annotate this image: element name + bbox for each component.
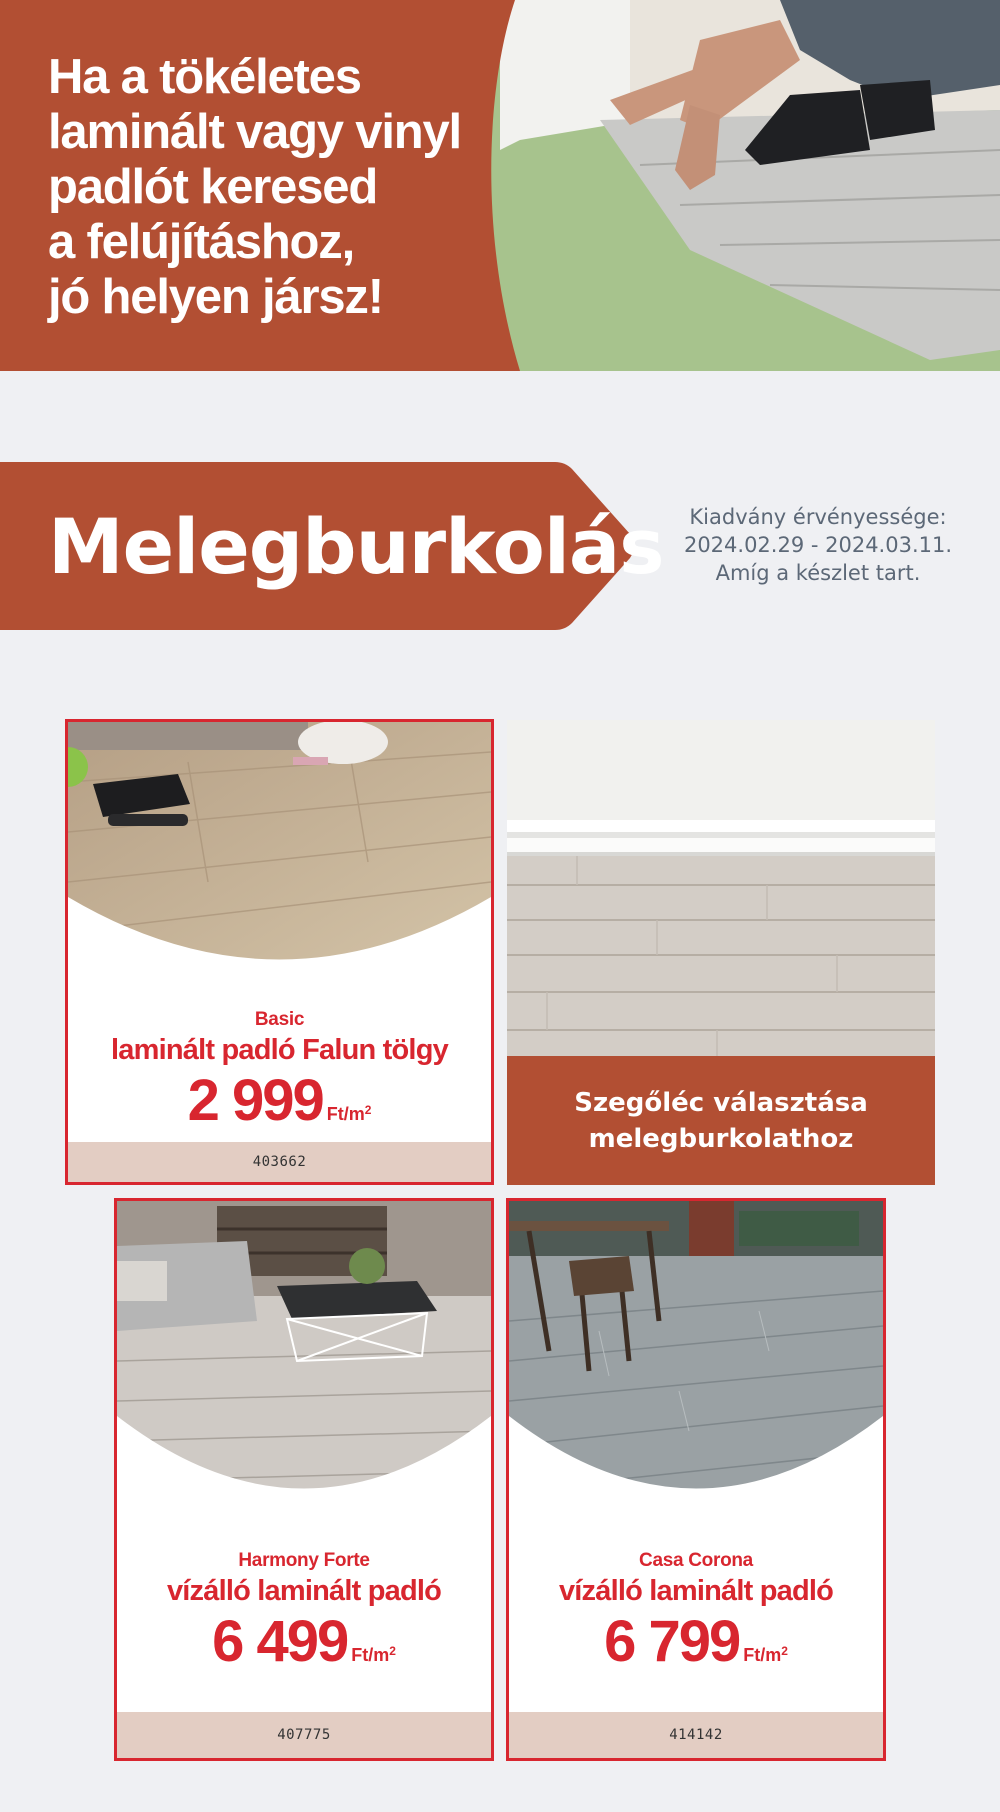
product-text xyxy=(117,1549,491,1674)
product-name: laminált padló Falun tölgy xyxy=(111,1034,448,1066)
product-photo xyxy=(117,1201,491,1521)
skirting-board-tile[interactable] xyxy=(507,720,935,1185)
hero-line: laminált vagy vinyl xyxy=(48,105,461,159)
price-unit xyxy=(351,1641,396,1665)
validity-note: Amíg a készlet tart. xyxy=(715,561,921,585)
hero-line: jó helyen jársz! xyxy=(48,270,383,324)
skirting-label-line: Szegőléc választása xyxy=(574,1087,868,1118)
price-unit xyxy=(327,1100,372,1124)
unit-exponent: 2 xyxy=(364,1103,372,1117)
hero-line: Ha a tökéletes xyxy=(48,50,361,104)
validity-info xyxy=(668,503,968,587)
product-photo xyxy=(68,722,491,972)
unit-text: Ft/m xyxy=(743,1645,782,1665)
product-code: 407775 xyxy=(117,1712,491,1758)
product-brand: Basic xyxy=(254,1009,305,1030)
product-code: 403662 xyxy=(68,1142,491,1182)
skirting-label-line: melegburkolathoz xyxy=(588,1123,854,1154)
product-card-casa-corona[interactable] xyxy=(506,1198,886,1761)
validity-dates: 2024.02.29 - 2024.03.11. xyxy=(683,533,953,557)
validity-label: Kiadvány érvényessége: xyxy=(689,505,947,529)
section-title: Melegburkolás xyxy=(48,502,664,591)
unit-text: Ft/m xyxy=(351,1645,390,1665)
product-brand: Casa Corona xyxy=(639,1550,753,1571)
product-name: vízálló laminált padló xyxy=(558,1575,834,1607)
product-name: vízálló laminált padló xyxy=(166,1575,442,1607)
price-row xyxy=(509,1609,883,1674)
product-text xyxy=(509,1549,883,1674)
skirting-label xyxy=(507,1056,935,1185)
unit-exponent: 2 xyxy=(389,1644,396,1658)
product-photo xyxy=(509,1201,883,1521)
hero-banner xyxy=(0,0,1000,371)
price-row xyxy=(68,1068,491,1133)
product-price: 6 499 xyxy=(212,1609,348,1674)
product-brand: Harmony Forte xyxy=(238,1550,370,1571)
unit-exponent: 2 xyxy=(781,1644,788,1658)
skirting-photo xyxy=(507,720,935,1056)
section-banner xyxy=(0,462,664,630)
hero-headline xyxy=(48,50,488,325)
hero-line: a felújításhoz, xyxy=(48,215,355,269)
price-unit xyxy=(743,1641,788,1665)
product-price: 6 799 xyxy=(604,1609,740,1674)
product-text xyxy=(68,1008,491,1133)
product-price: 2 999 xyxy=(187,1068,323,1133)
unit-text: Ft/m xyxy=(326,1104,365,1124)
product-card-basic-falun[interactable] xyxy=(65,719,494,1185)
hero-line: padlót keresed xyxy=(48,160,378,214)
product-code: 414142 xyxy=(509,1712,883,1758)
product-card-harmony-forte[interactable] xyxy=(114,1198,494,1761)
price-row xyxy=(117,1609,491,1674)
